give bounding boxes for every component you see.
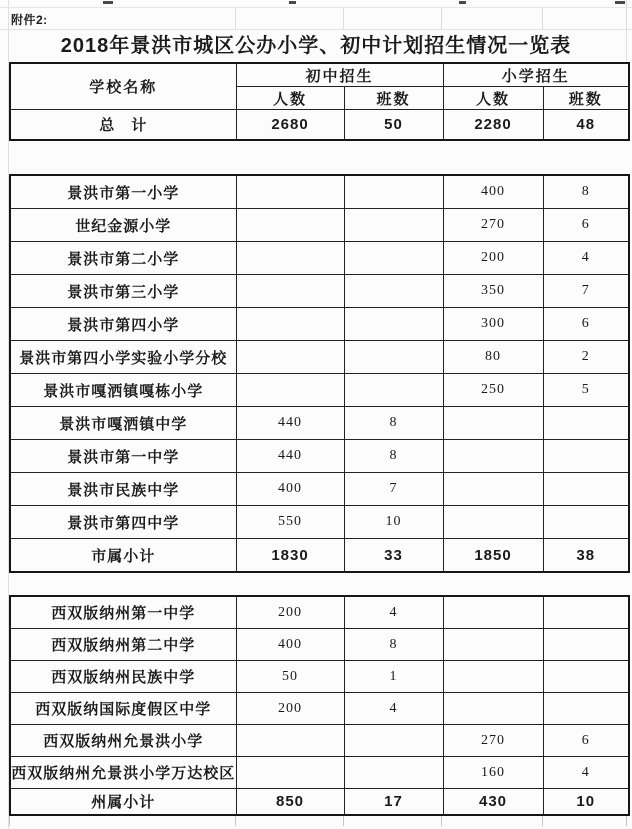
header-row-groups xyxy=(10,63,629,87)
table-row xyxy=(10,275,629,308)
cell-primary-students xyxy=(443,596,543,629)
faint-gridline xyxy=(343,816,344,826)
table-row xyxy=(10,341,629,374)
cell-school-name: 总 计 xyxy=(10,110,236,141)
prefecture-schools-table xyxy=(9,595,630,816)
cell-school-name: 西双版纳州民族中学 xyxy=(10,661,236,693)
table-row xyxy=(10,506,629,539)
cell-primary-classes: 6 xyxy=(543,209,629,242)
cell-school-name: 景洪市第一小学 xyxy=(10,175,236,209)
cell-junior-classes: 8 xyxy=(344,440,443,473)
summary-table xyxy=(9,62,630,141)
cell-primary-students xyxy=(443,661,543,693)
cell-primary-classes xyxy=(543,440,629,473)
header-school-name: 学校名称 xyxy=(10,63,236,110)
table-row xyxy=(10,757,629,789)
faint-gridline xyxy=(626,8,627,29)
cell-junior-students: 850 xyxy=(236,789,344,816)
cell-school-name: 世纪金源小学 xyxy=(10,209,236,242)
faint-gridline xyxy=(542,816,543,826)
cell-junior-students: 200 xyxy=(236,596,344,629)
cell-junior-classes xyxy=(344,374,443,407)
cell-primary-classes: 8 xyxy=(543,175,629,209)
cell-school-name: 景洪市第四中学 xyxy=(10,506,236,539)
cell-junior-classes: 17 xyxy=(344,789,443,816)
cell-school-name: 西双版纳州允景洪小学万达校区 xyxy=(10,757,236,789)
cell-primary-students: 400 xyxy=(443,175,543,209)
cell-primary-classes: 2 xyxy=(543,341,629,374)
faint-gridline xyxy=(235,8,236,29)
cell-junior-students: 50 xyxy=(236,661,344,693)
faint-gridline xyxy=(441,816,442,826)
cell-junior-classes xyxy=(344,725,443,757)
cell-school-name: 西双版纳国际度假区中学 xyxy=(10,693,236,725)
page-title: 2018年景洪市城区公办小学、初中计划招生情况一览表 xyxy=(60,35,572,57)
artifact-dash xyxy=(289,1,296,4)
header-junior-students: 人数 xyxy=(236,87,344,110)
cell-junior-classes xyxy=(344,175,443,209)
cell-primary-classes xyxy=(543,693,629,725)
cell-junior-classes xyxy=(344,308,443,341)
table-row xyxy=(10,725,629,757)
cell-school-name: 州属小计 xyxy=(10,789,236,816)
cell-primary-students xyxy=(443,506,543,539)
cell-primary-classes: 4 xyxy=(543,757,629,789)
cell-primary-classes: 38 xyxy=(543,539,629,573)
cell-primary-classes: 5 xyxy=(543,374,629,407)
cell-primary-students xyxy=(443,629,543,661)
table-gap xyxy=(0,573,632,595)
cell-primary-classes xyxy=(543,596,629,629)
header-junior-group: 初中招生 xyxy=(236,63,443,87)
table-row xyxy=(10,596,629,629)
cell-junior-students xyxy=(236,242,344,275)
cell-junior-classes: 7 xyxy=(344,473,443,506)
header-primary-group: 小学招生 xyxy=(443,63,629,87)
cell-junior-students: 2680 xyxy=(236,110,344,141)
cell-primary-students: 430 xyxy=(443,789,543,816)
cell-primary-classes xyxy=(543,661,629,693)
faint-gridline xyxy=(626,816,627,826)
cell-primary-classes: 10 xyxy=(543,789,629,816)
table-row xyxy=(10,440,629,473)
cell-junior-classes: 10 xyxy=(344,506,443,539)
cell-primary-classes xyxy=(543,407,629,440)
cell-junior-classes: 4 xyxy=(344,596,443,629)
cell-school-name: 景洪市民族中学 xyxy=(10,473,236,506)
cell-primary-classes: 6 xyxy=(543,308,629,341)
header-primary-classes: 班数 xyxy=(543,87,629,110)
cell-junior-students xyxy=(236,175,344,209)
cell-junior-students xyxy=(236,341,344,374)
cell-primary-students xyxy=(443,693,543,725)
header-primary-students: 人数 xyxy=(443,87,543,110)
table-row xyxy=(10,175,629,209)
cell-primary-students: 350 xyxy=(443,275,543,308)
cell-junior-students: 440 xyxy=(236,407,344,440)
cell-junior-classes: 33 xyxy=(344,539,443,573)
cell-school-name: 景洪市第二小学 xyxy=(10,242,236,275)
cell-junior-students xyxy=(236,757,344,789)
cell-junior-students: 400 xyxy=(236,629,344,661)
cell-junior-students xyxy=(236,374,344,407)
cell-school-name: 景洪市嘎洒镇中学 xyxy=(10,407,236,440)
cell-primary-classes: 48 xyxy=(543,110,629,141)
cell-school-name: 景洪市第一中学 xyxy=(10,440,236,473)
cell-junior-students: 200 xyxy=(236,693,344,725)
faint-gridline xyxy=(235,816,236,826)
cell-school-name: 景洪市嘎洒镇嘎栋小学 xyxy=(10,374,236,407)
bottom-edge-artifacts xyxy=(0,816,632,828)
artifact-dash xyxy=(615,1,625,4)
cell-junior-classes: 8 xyxy=(344,629,443,661)
grand-total-row xyxy=(10,110,629,141)
faint-gridline xyxy=(441,8,442,29)
cell-junior-classes: 50 xyxy=(344,110,443,141)
cell-primary-students: 80 xyxy=(443,341,543,374)
attachment-row xyxy=(0,8,632,30)
attachment-label: 附件2: xyxy=(11,13,48,27)
cell-school-name: 西双版纳州第一中学 xyxy=(10,596,236,629)
header-junior-classes: 班数 xyxy=(344,87,443,110)
cell-junior-classes xyxy=(344,757,443,789)
cell-junior-classes: 1 xyxy=(344,661,443,693)
cell-primary-classes: 6 xyxy=(543,725,629,757)
cell-junior-classes xyxy=(344,209,443,242)
cell-primary-classes xyxy=(543,473,629,506)
cell-junior-students xyxy=(236,209,344,242)
cell-school-name: 西双版纳州允景洪小学 xyxy=(10,725,236,757)
artifact-dash xyxy=(103,1,113,4)
cell-junior-classes xyxy=(344,275,443,308)
cell-junior-classes: 8 xyxy=(344,407,443,440)
cell-junior-classes: 4 xyxy=(344,693,443,725)
table-row xyxy=(10,693,629,725)
cell-primary-students: 200 xyxy=(443,242,543,275)
cell-primary-students: 270 xyxy=(443,209,543,242)
cell-primary-students: 1850 xyxy=(443,539,543,573)
table-row xyxy=(10,308,629,341)
cell-junior-students: 440 xyxy=(236,440,344,473)
page-left-gridline xyxy=(8,0,9,829)
artifact-dash xyxy=(459,1,466,4)
cell-primary-classes xyxy=(543,506,629,539)
city-subtotal-row xyxy=(10,539,629,573)
cell-school-name: 景洪市第四小学实验小学分校 xyxy=(10,341,236,374)
city-schools-table xyxy=(9,174,630,573)
cell-junior-students xyxy=(236,725,344,757)
cell-primary-students xyxy=(443,407,543,440)
cell-primary-students: 160 xyxy=(443,757,543,789)
cell-junior-students: 400 xyxy=(236,473,344,506)
table-row xyxy=(10,661,629,693)
cell-school-name: 市属小计 xyxy=(10,539,236,573)
cell-junior-students xyxy=(236,308,344,341)
cell-primary-students: 250 xyxy=(443,374,543,407)
table-row xyxy=(10,242,629,275)
cell-school-name: 景洪市第三小学 xyxy=(10,275,236,308)
faint-gridline xyxy=(343,8,344,29)
cell-primary-students xyxy=(443,440,543,473)
cell-primary-classes: 7 xyxy=(543,275,629,308)
cell-primary-students: 2280 xyxy=(443,110,543,141)
faint-gridline xyxy=(9,816,10,826)
cell-junior-students: 1830 xyxy=(236,539,344,573)
table-row xyxy=(10,473,629,506)
cell-junior-classes xyxy=(344,242,443,275)
cell-primary-classes xyxy=(543,629,629,661)
table-row xyxy=(10,407,629,440)
table-gap xyxy=(0,141,632,174)
cell-primary-students: 300 xyxy=(443,308,543,341)
cell-school-name: 景洪市第四小学 xyxy=(10,308,236,341)
cell-school-name: 西双版纳州第二中学 xyxy=(10,629,236,661)
cell-junior-students: 550 xyxy=(236,506,344,539)
cell-junior-students xyxy=(236,275,344,308)
table-row xyxy=(10,209,629,242)
table-row xyxy=(10,374,629,407)
cell-primary-students xyxy=(443,473,543,506)
prefecture-subtotal-row xyxy=(10,789,629,816)
top-edge-artifacts xyxy=(0,0,632,8)
cell-primary-classes: 4 xyxy=(543,242,629,275)
cell-junior-classes xyxy=(344,341,443,374)
table-row xyxy=(10,629,629,661)
faint-gridline xyxy=(542,8,543,29)
cell-primary-students: 270 xyxy=(443,725,543,757)
